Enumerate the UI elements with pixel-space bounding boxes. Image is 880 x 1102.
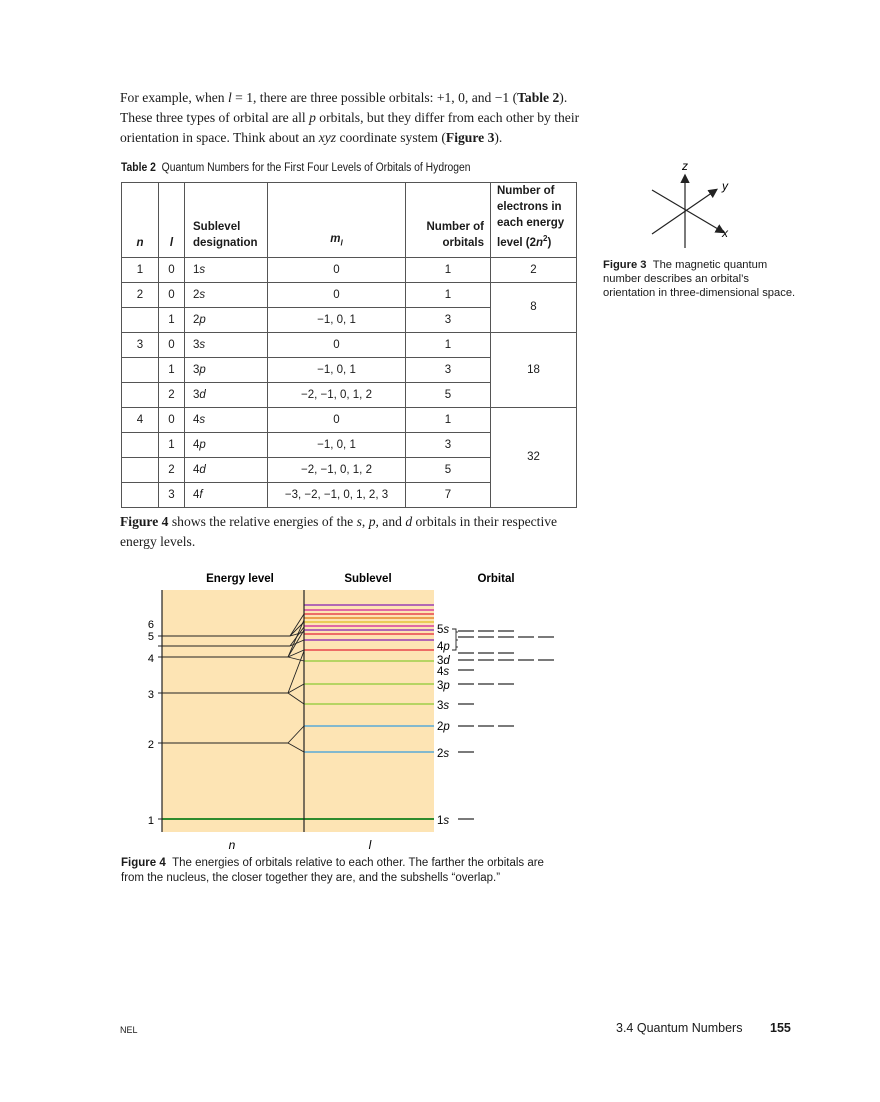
cell-l: 0 (159, 332, 185, 357)
l-axis-label: l (368, 838, 372, 852)
y-axis-label: y (722, 179, 728, 193)
sublevel-label-3d: 3d (437, 655, 450, 667)
x-axis-label: x (722, 226, 728, 240)
cell-ml: −1, 0, 1 (268, 357, 406, 382)
energy-level-heading: Energy level (206, 573, 274, 585)
cell-ml: −1, 0, 1 (268, 307, 406, 332)
figure4-caption: Figure 4 The energies of orbitals relative to each other. The farther the orbitals are from the nucleus, the closer together they are, and the subshells “overlap.” (121, 857, 544, 884)
cell-orbitals: 1 (406, 332, 491, 357)
cell-orbitals: 3 (406, 357, 491, 382)
sublevel-label-4s: 4s (437, 666, 450, 678)
cell-sublevel: 2p (185, 307, 268, 332)
n-label: 4 (147, 653, 154, 665)
figure3-caption: Figure 3 The magnetic quantum number describes an orbital’s orientation in three-dimensional space. (603, 259, 796, 299)
cell-l: 2 (159, 457, 185, 482)
sublevel-label-3p: 3p (437, 680, 450, 692)
orbital-dashes (458, 631, 554, 819)
cell-orbitals: 3 (406, 307, 491, 332)
cell-sublevel: 3s (185, 332, 268, 357)
table-title: Quantum Numbers for the First Four Levels of Orbitals of Hydrogen (161, 162, 471, 174)
cell-orbitals: 3 (406, 432, 491, 457)
cell-electrons: 8 (491, 282, 577, 332)
cell-sublevel: 3p (185, 357, 268, 382)
cell-orbitals: 5 (406, 382, 491, 407)
sublevel-label-5s: 5s (437, 624, 450, 636)
cell-sublevel: 2s (185, 282, 268, 307)
cell-orbitals: 1 (406, 257, 491, 282)
cell-n: 1 (122, 257, 159, 282)
cell-l: 3 (159, 482, 185, 507)
bracket (452, 629, 456, 650)
cell-electrons: 18 (491, 332, 577, 407)
cell-l: 1 (159, 307, 185, 332)
sublevel-heading: Sublevel (344, 573, 392, 585)
header-num-orbitals: Number of orbitals (406, 183, 491, 258)
sublevel-label-1s: 1s (437, 815, 450, 827)
cell-sublevel: 4f (185, 482, 268, 507)
sublevel-label-3s: 3s (437, 700, 450, 712)
n-label: 2 (147, 739, 154, 751)
n-label: 6 (147, 619, 154, 631)
table-label: Table 2 (121, 162, 156, 174)
cell-l: 1 (159, 432, 185, 457)
cell-ml: −3, −2, −1, 0, 1, 2, 3 (268, 482, 406, 507)
orbital-heading: Orbital (477, 573, 515, 585)
cell-orbitals: 7 (406, 482, 491, 507)
cell-sublevel: 1s (185, 257, 268, 282)
figure4-paragraph: Figure 4 shows the relative energies of the s, p, and d orbitals in their respective energy levels. (120, 514, 558, 549)
cell-sublevel: 4d (185, 457, 268, 482)
n-label: 1 (147, 815, 154, 827)
footer-section-title: 3.4 Quantum Numbers (616, 1021, 743, 1035)
z-axis-label: z (682, 159, 688, 173)
cell-sublevel: 4p (185, 432, 268, 457)
footer-publisher: NEL (120, 1025, 138, 1035)
cell-orbitals: 5 (406, 457, 491, 482)
cell-ml: −2, −1, 0, 1, 2 (268, 382, 406, 407)
cell-sublevel: 3d (185, 382, 268, 407)
intro-paragraph: For example, when l = 1, there are three possible orbitals: +1, 0, and −1 (Table 2). These three types of orbital are all p orbitals, but they differ from each other by their orientation in space. Think about an xyz coordinate system (Figure 3). (120, 90, 580, 145)
cell-orbitals: 1 (406, 282, 491, 307)
cell-ml: 0 (268, 332, 406, 357)
header-num-electrons: Number of electrons in each energy level $(2n^2)$ (491, 183, 577, 258)
cell-ml: 0 (268, 407, 406, 432)
cell-n: 3 (122, 332, 159, 357)
header-ml: $m_l$ (268, 183, 406, 258)
header-sublevel: Sublevel designation (185, 183, 268, 258)
cell-ml: −2, −1, 0, 1, 2 (268, 457, 406, 482)
cell-l: 0 (159, 407, 185, 432)
sublevel-label-2p: 2p (437, 721, 450, 733)
cell-electrons: 2 (491, 257, 577, 282)
cell-n: 2 (122, 282, 159, 307)
n-label: 5 (147, 631, 154, 643)
cell-ml: −1, 0, 1 (268, 432, 406, 457)
n-axis-label: n (228, 838, 236, 852)
page-number: 155 (770, 1021, 791, 1035)
cell-ml: 0 (268, 282, 406, 307)
cell-ml: 0 (268, 257, 406, 282)
cell-sublevel: 4s (185, 407, 268, 432)
cell-orbitals: 1 (406, 407, 491, 432)
n-label: 3 (147, 689, 154, 701)
sublevel-label-2s: 2s (437, 748, 450, 760)
cell-l: 1 (159, 357, 185, 382)
header-n: n (122, 183, 159, 258)
sublevel-label-4p: 4p (437, 641, 450, 653)
cell-n: 4 (122, 407, 159, 432)
cell-electrons: 32 (491, 407, 577, 507)
header-l: l (159, 183, 185, 258)
cell-l: 2 (159, 382, 185, 407)
cell-l: 0 (159, 282, 185, 307)
cell-l: 0 (159, 257, 185, 282)
